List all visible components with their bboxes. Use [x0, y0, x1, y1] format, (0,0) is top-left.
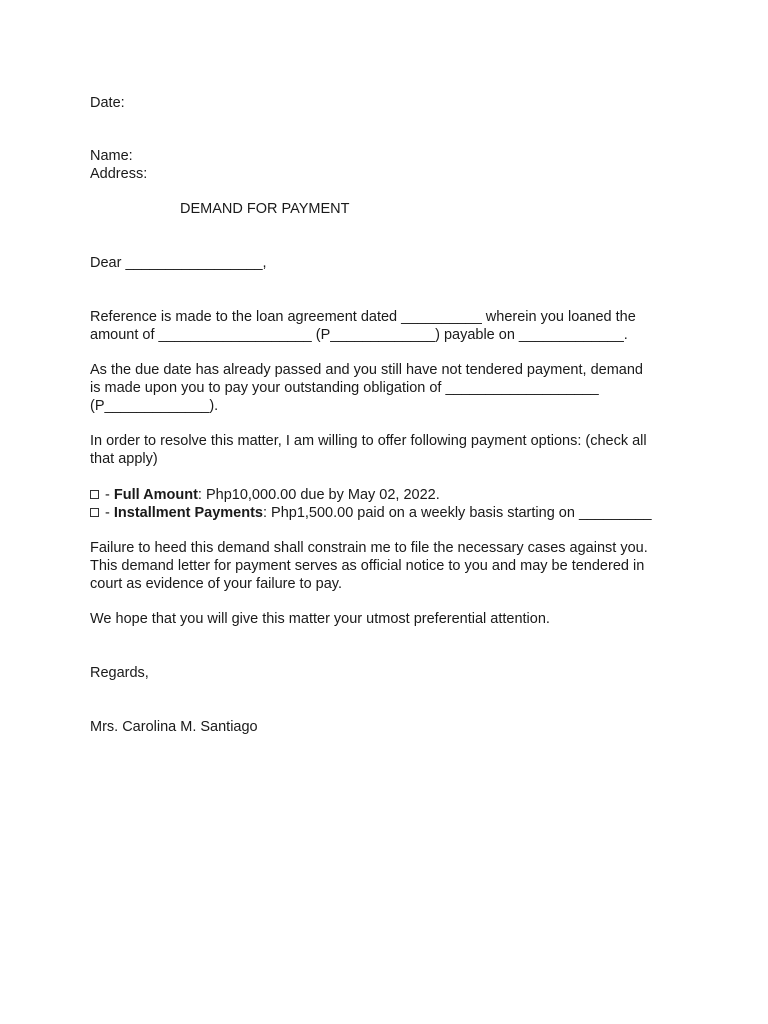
paragraph-options-line-1: In order to resolve this matter, I am willing to offer following payment options: (check all — [90, 433, 647, 449]
letter-title: DEMAND FOR PAYMENT — [180, 201, 350, 217]
paragraph-failure-line-2: This demand letter for payment serves as official notice to you and may be tendered in — [90, 558, 645, 574]
option-detail: : Php10,000.00 due by May 02, 2022. — [197, 487, 440, 503]
signatory-name: Mrs. Carolina M. Santiago — [90, 719, 258, 735]
option-separator: - — [101, 487, 114, 503]
payment-option-full-amount — [90, 486, 440, 504]
date-label: Date: — [90, 95, 125, 111]
option-label: Full Amount — [113, 487, 198, 503]
option-separator: - — [101, 505, 114, 521]
paragraph-reference-line-2: amount of ___________________ (P_____________) payable on _____________. — [90, 327, 628, 343]
paragraph-demand-line-1: As the due date has already passed and you still have not tendered payment, demand — [90, 362, 643, 378]
paragraph-closing-statement: We hope that you will give this matter your utmost preferential attention. — [90, 611, 550, 627]
name-label: Name: — [90, 148, 133, 164]
address-label: Address: — [90, 166, 148, 182]
salutation: Dear _________________, — [90, 255, 267, 271]
checkbox-icon[interactable] — [90, 508, 99, 517]
paragraph-reference-line-1: Reference is made to the loan agreement dated __________ wherein you loaned the — [90, 309, 636, 325]
paragraph-failure-line-1: Failure to heed this demand shall constrain me to file the necessary cases against you. — [90, 540, 648, 556]
paragraph-demand-line-3: (P_____________). — [90, 398, 219, 414]
payment-option-installment — [90, 504, 652, 522]
paragraph-options-line-2: that apply) — [90, 451, 158, 467]
paragraph-demand-line-2: is made upon you to pay your outstanding obligation of ___________________ — [90, 380, 599, 396]
closing: Regards, — [90, 665, 149, 681]
option-detail: : Php1,500.00 paid on a weekly basis starting on _________ — [262, 505, 652, 521]
checkbox-icon[interactable] — [90, 490, 99, 499]
option-label: Installment Payments — [113, 505, 263, 521]
paragraph-failure-line-3: court as evidence of your failure to pay. — [90, 576, 343, 592]
